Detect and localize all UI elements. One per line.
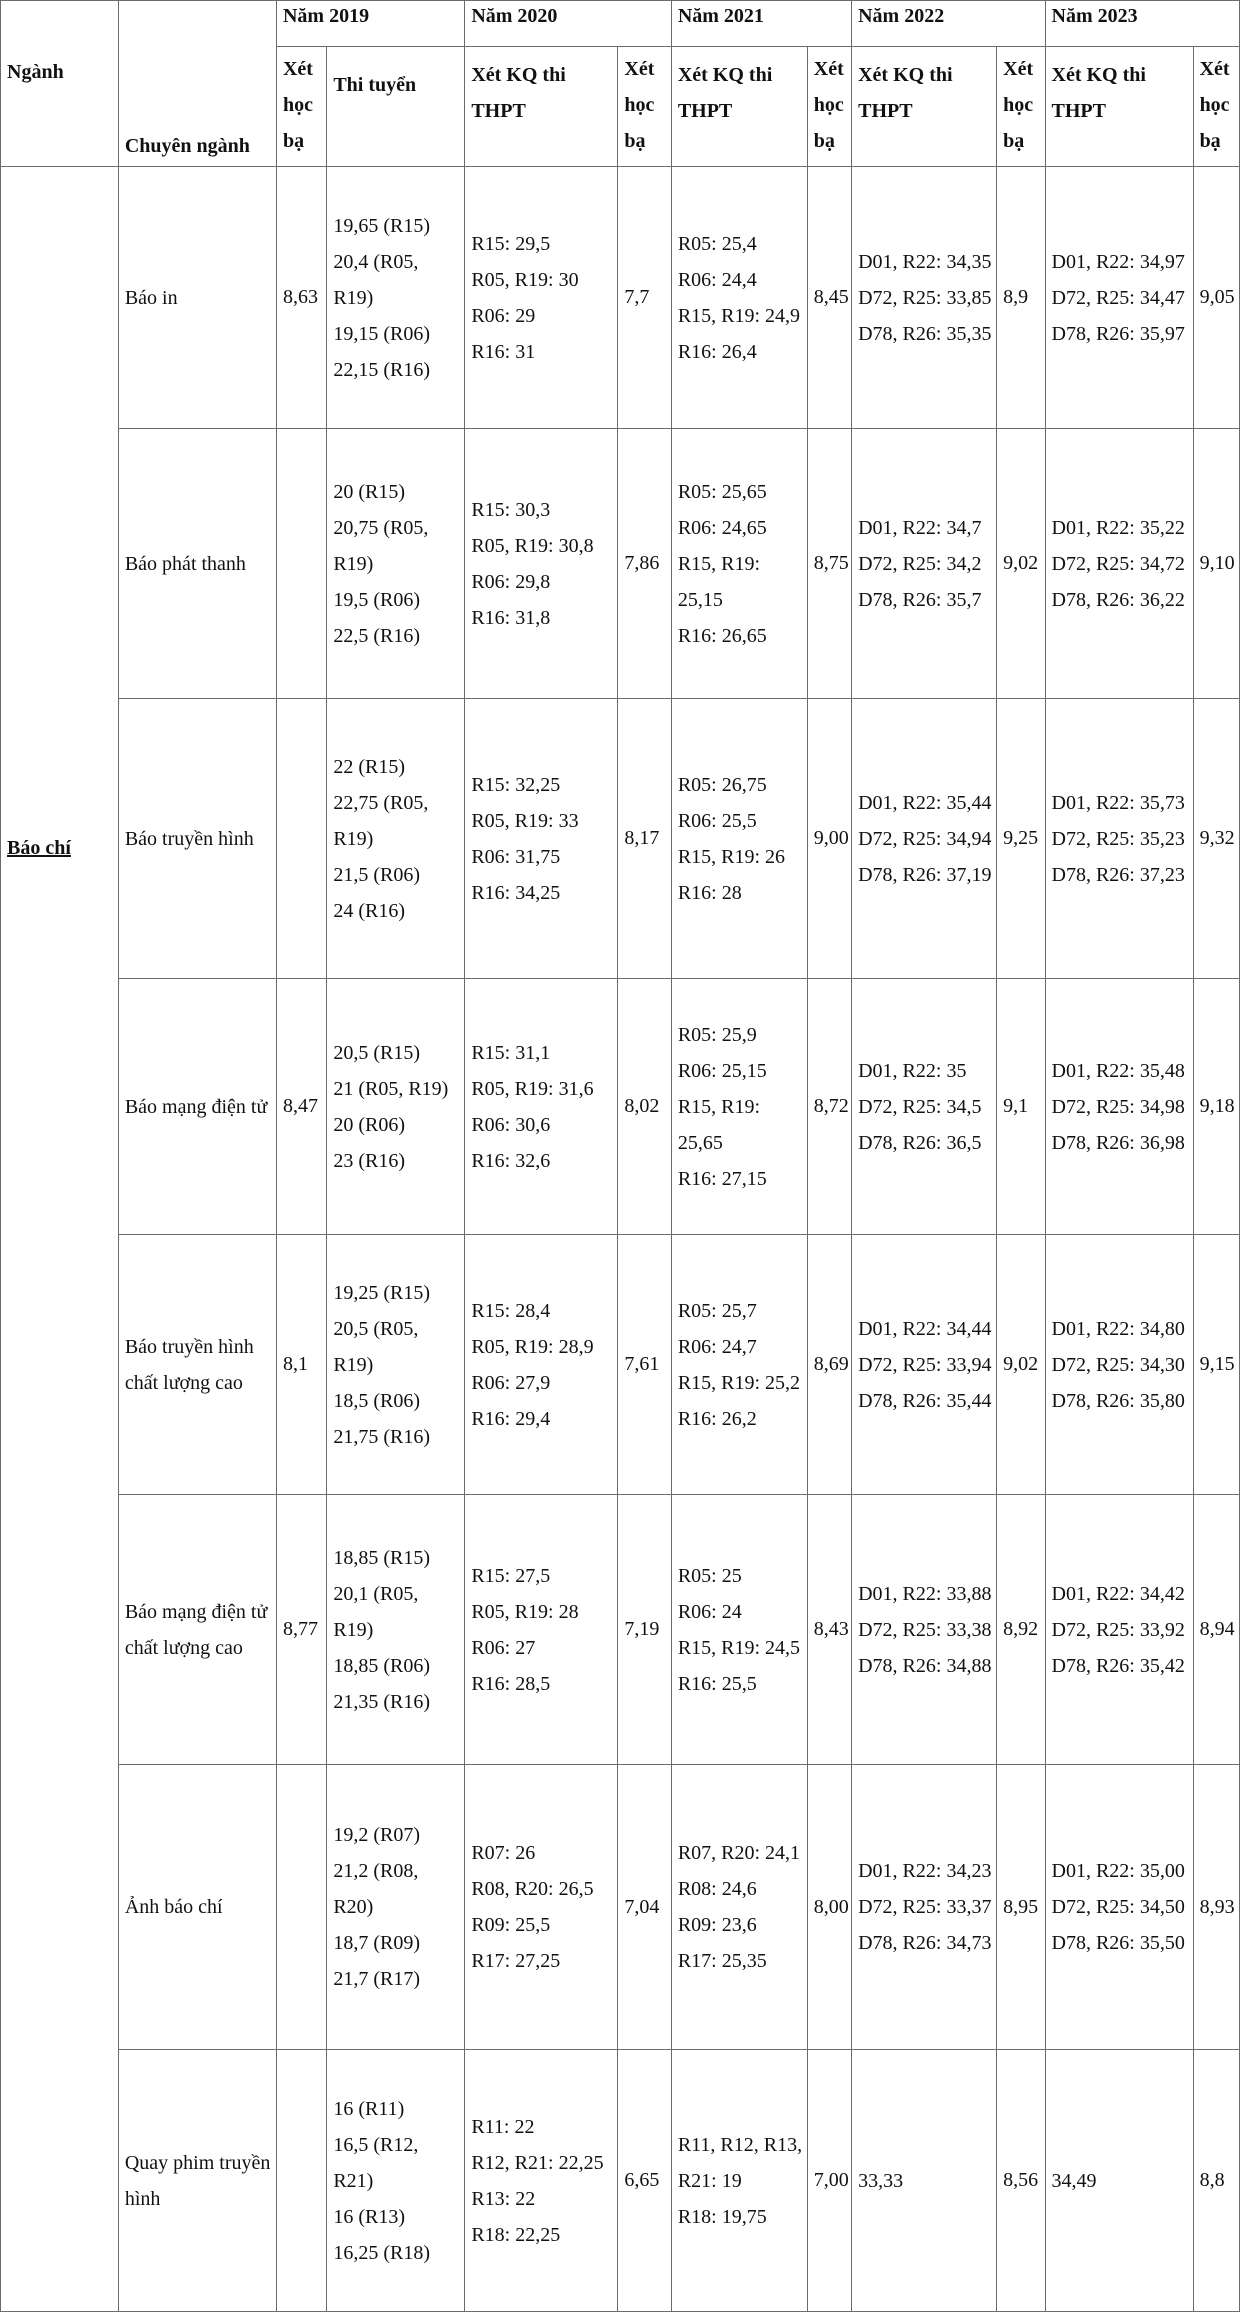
score-2020-kq [465,1495,618,1765]
score-line: R18: 22,25 [471,2223,561,2246]
score-line: R05, R19: 30,8 [471,534,594,557]
score-line: R15: 27,5 [471,1564,551,1587]
score-2023-kq [1045,429,1193,699]
major-cell [1,167,119,2312]
score-2020-hoc-ba: 7,04 [618,1765,671,2050]
score-2022-hoc-ba: 8,56 [997,2050,1045,2312]
score-2019-hoc-ba [276,2050,326,2312]
score-line: R16: 32,6 [471,1149,551,1172]
score-line: R16: 31,8 [471,606,551,629]
score-line: D01, R22: 35,22 [1051,516,1185,539]
score-2020-kq [465,979,618,1235]
score-2021-kq [671,1235,807,1495]
score-2022-kq [852,429,997,699]
score-2019-thi-tuyen [327,1235,465,1495]
table-row [1,1235,1240,1495]
score-line: 24 (R16) [333,899,405,922]
score-line: R15: 31,1 [471,1041,551,1064]
score-line: R16: 25,5 [677,1672,757,1695]
score-2023-kq [1045,699,1193,979]
header-2020-hoc-ba: Xét học bạ [618,47,671,167]
score-2021-kq [671,167,807,429]
score-line: 34,49 [1051,2169,1097,2192]
score-line: R06: 30,6 [471,1113,551,1136]
score-line: R05, R19: 30 [471,268,579,291]
score-line: R05, R19: 28 [471,1600,579,1623]
header-2019-hoc-ba: Xét học bạ [276,47,326,167]
score-line: R05, R19: 33 [471,809,579,832]
header-year-2021: Năm 2021 [671,1,851,47]
score-2023-kq [1045,979,1193,1235]
score-2022-hoc-ba: 9,1 [997,979,1045,1235]
specialization-name: Báo mạng điện tử [118,979,276,1235]
table-row [1,699,1240,979]
score-2019-thi-tuyen [327,429,465,699]
score-line: R16: 27,15 [677,1167,767,1190]
score-2021-hoc-ba: 8,69 [807,1235,851,1495]
score-2023-kq [1045,1235,1193,1495]
score-line: R15, R19: 25,15 [677,552,761,611]
specialization-name: Ảnh báo chí [118,1765,276,2050]
score-line: D78, R26: 37,23 [1051,863,1185,886]
score-line: D01, R22: 35,48 [1051,1059,1185,1082]
score-line: R05: 25,9 [677,1023,757,1046]
score-line: R05: 25,7 [677,1299,757,1322]
score-line: D72, R25: 34,30 [1051,1353,1185,1376]
score-line: 18,85 (R15) [333,1546,430,1569]
score-2022-hoc-ba: 8,95 [997,1765,1045,2050]
score-2021-hoc-ba: 8,75 [807,429,851,699]
score-2022-hoc-ba: 8,92 [997,1495,1045,1765]
score-line: R15, R19: 25,2 [677,1371,801,1394]
score-line: R11, R12, R13, R21: 19 [677,2133,803,2192]
score-line: R07, R20: 24,1 [677,1842,801,1864]
header-2021-hoc-ba: Xét học bạ [807,47,851,167]
score-line: 22,75 (R05, R19) [333,791,429,850]
score-line: D72, R25: 34,47 [1051,286,1185,309]
score-2021-hoc-ba: 8,45 [807,167,851,429]
score-line: R16: 28,5 [471,1672,551,1695]
score-2021-hoc-ba: 8,00 [807,1765,851,2050]
score-2022-kq [852,979,997,1235]
score-2021-kq [671,1765,807,2050]
score-2020-kq [465,1765,618,2050]
score-line: D78, R26: 35,50 [1051,1932,1185,1954]
score-line: 21,75 (R16) [333,1425,430,1448]
score-line: D72, R25: 35,23 [1051,827,1185,850]
score-line: D72, R25: 34,98 [1051,1095,1185,1118]
score-line: D01, R22: 34,23 [858,1860,992,1882]
score-2021-kq [671,2050,807,2312]
header-2022-kq: Xét KQ thi THPT [852,47,997,167]
score-line: R15, R19: 25,65 [677,1095,761,1154]
score-line: R15, R19: 24,5 [677,1636,801,1659]
score-line: R06: 29,8 [471,570,551,593]
score-line: D78, R26: 34,73 [858,1932,992,1954]
score-line: D78, R26: 35,7 [858,588,982,611]
score-line: R06: 29 [471,304,536,327]
score-line: R09: 23,6 [677,1914,757,1936]
score-line: R15, R19: 24,9 [677,304,801,327]
score-line: D72, R25: 33,38 [858,1618,992,1641]
score-2019-thi-tuyen [327,167,465,429]
score-2019-thi-tuyen [327,1495,465,1765]
score-2022-kq [852,1765,997,2050]
score-line: R05, R19: 31,6 [471,1077,594,1100]
score-2022-hoc-ba: 8,9 [997,167,1045,429]
score-line: 16,25 (R18) [333,2241,430,2264]
score-2020-kq [465,1235,618,1495]
score-line: D01, R22: 35,44 [858,791,992,814]
score-line: D01, R22: 34,7 [858,516,982,539]
major-label: Báo chí [7,837,71,859]
score-2023-hoc-ba: 9,18 [1193,979,1239,1235]
score-2019-hoc-ba: 8,47 [276,979,326,1235]
score-2023-hoc-ba: 9,05 [1193,167,1239,429]
score-line: R06: 25,15 [677,1059,767,1082]
table-row [1,429,1240,699]
table-row [1,979,1240,1235]
header-year-2020: Năm 2020 [465,1,671,47]
score-line: R13: 22 [471,2187,536,2210]
header-chuyen-nganh: Chuyên ngành [118,1,276,167]
score-line: 20,5 (R15) [333,1041,420,1064]
score-2022-kq [852,1495,997,1765]
score-2022-kq [852,1235,997,1495]
score-2020-hoc-ba: 7,19 [618,1495,671,1765]
score-2020-kq [465,429,618,699]
score-line: R16: 26,65 [677,624,767,647]
score-line: 19,25 (R15) [333,1281,430,1304]
score-2023-hoc-ba: 8,8 [1193,2050,1239,2312]
score-2019-hoc-ba: 8,77 [276,1495,326,1765]
score-2022-hoc-ba: 9,02 [997,429,1045,699]
score-line: R08, R20: 26,5 [471,1878,594,1900]
score-2023-hoc-ba: 9,10 [1193,429,1239,699]
score-line: 33,33 [858,2169,904,2192]
score-2020-kq [465,2050,618,2312]
score-2019-hoc-ba: 8,63 [276,167,326,429]
score-line: 20,1 (R05, R19) [333,1582,419,1641]
score-2022-hoc-ba: 9,25 [997,699,1045,979]
score-line: D01, R22: 34,35 [858,250,992,273]
score-line: R06: 24,7 [677,1335,757,1358]
score-2021-hoc-ba: 7,00 [807,2050,851,2312]
score-line: D78, R26: 36,5 [858,1131,982,1154]
score-line: D72, R25: 33,85 [858,286,992,309]
score-line: D01, R22: 34,44 [858,1317,992,1340]
score-line: R06: 31,75 [471,845,561,868]
score-2021-hoc-ba: 8,72 [807,979,851,1235]
score-line: R09: 25,5 [471,1914,551,1936]
score-line: 22 (R15) [333,755,405,778]
score-2021-kq [671,699,807,979]
score-2021-kq [671,429,807,699]
score-line: R16: 34,25 [471,881,561,904]
score-line: 20 (R15) [333,480,405,503]
score-2023-kq [1045,167,1193,429]
score-2023-kq [1045,1495,1193,1765]
score-2023-kq [1045,2050,1193,2312]
score-line: R15: 32,25 [471,773,561,796]
specialization-name: Báo mạng điện tử chất lượng cao [118,1495,276,1765]
score-line: D72, R25: 34,2 [858,552,982,575]
header-2020-kq: Xét KQ thi THPT [465,47,618,167]
score-2020-hoc-ba: 8,17 [618,699,671,979]
score-line: D01, R22: 34,42 [1051,1582,1185,1605]
score-line: R05: 25 [677,1564,742,1587]
score-2023-hoc-ba: 9,32 [1193,699,1239,979]
score-line: 18,85 (R06) [333,1654,430,1677]
score-line: D78, R26: 34,88 [858,1654,992,1677]
score-line: 20 (R06) [333,1113,405,1136]
header-year-2022: Năm 2022 [852,1,1045,47]
score-line: 16,5 (R12, R21) [333,2133,419,2192]
score-line: R08: 24,6 [677,1878,757,1900]
score-2019-thi-tuyen [327,979,465,1235]
specialization-name: Báo truyền hình chất lượng cao [118,1235,276,1495]
score-line: D01, R22: 34,80 [1051,1317,1185,1340]
header-2022-hoc-ba: Xét học bạ [997,47,1045,167]
score-line: D78, R26: 35,35 [858,322,992,345]
score-line: R07: 26 [471,1842,536,1864]
score-line: D78, R26: 35,97 [1051,322,1185,345]
score-line: D72, R25: 34,94 [858,827,992,850]
score-line: 16 (R13) [333,2205,405,2228]
score-line: R17: 25,35 [677,1950,767,1972]
score-line: 18,5 (R06) [333,1389,420,1412]
score-2021-kq [671,979,807,1235]
score-line: R12, R21: 22,25 [471,2151,604,2174]
header-year-2019: Năm 2019 [276,1,464,47]
score-line: R06: 25,5 [677,809,757,832]
score-2021-hoc-ba: 8,43 [807,1495,851,1765]
specialization-name: Báo phát thanh [118,429,276,699]
score-2022-kq [852,167,997,429]
score-line: 21,7 (R17) [333,1968,420,1990]
score-line: 22,5 (R16) [333,624,420,647]
score-line: 19,65 (R15) [333,214,430,237]
score-line: 21,35 (R16) [333,1690,430,1713]
score-line: D01, R22: 35 [858,1059,967,1082]
score-line: 20,4 (R05, R19) [333,250,419,309]
header-2019-thi-tuyen: Thi tuyển [327,47,465,167]
score-line: D78, R26: 35,44 [858,1389,992,1412]
score-2020-hoc-ba: 7,86 [618,429,671,699]
score-line: 19,5 (R06) [333,588,420,611]
score-2020-hoc-ba: 7,61 [618,1235,671,1495]
score-2019-thi-tuyen [327,699,465,979]
score-line: R15: 28,4 [471,1299,551,1322]
score-line: D72, R25: 33,37 [858,1896,992,1918]
score-line: D72, R25: 34,5 [858,1095,982,1118]
specialization-name: Quay phim truyền hình [118,2050,276,2312]
score-line: R17: 27,25 [471,1950,561,1972]
score-line: D78, R26: 36,98 [1051,1131,1185,1154]
score-line: D01, R22: 34,97 [1051,250,1185,273]
score-2022-kq [852,2050,997,2312]
score-2019-hoc-ba: 8,1 [276,1235,326,1495]
score-line: D78, R26: 37,19 [858,863,992,886]
score-2023-hoc-ba: 9,15 [1193,1235,1239,1495]
score-line: R06: 24,65 [677,516,767,539]
header-2023-kq: Xét KQ thi THPT [1045,47,1193,167]
score-line: D78, R26: 36,22 [1051,588,1185,611]
score-line: D01, R22: 35,73 [1051,791,1185,814]
header-2023-hoc-ba: Xét học bạ [1193,47,1239,167]
score-2023-kq [1045,1765,1193,2050]
score-line: 20,5 (R05, R19) [333,1317,419,1376]
score-line: R16: 26,4 [677,340,757,363]
score-2019-thi-tuyen [327,1765,465,2050]
score-2019-thi-tuyen [327,2050,465,2312]
header-nganh: Ngành [1,1,119,167]
score-line: D72, R25: 33,92 [1051,1618,1185,1641]
score-line: 19,2 (R07) [333,1824,420,1846]
table-row [1,1495,1240,1765]
score-line: D01, R22: 33,88 [858,1582,992,1605]
score-2020-kq [465,167,618,429]
score-line: D72, R25: 34,50 [1051,1896,1185,1918]
header-2021-kq: Xét KQ thi THPT [671,47,807,167]
score-line: 19,15 (R06) [333,322,430,345]
score-line: R05: 26,75 [677,773,767,796]
score-line: R16: 26,2 [677,1407,757,1430]
specialization-name: Báo truyền hình [118,699,276,979]
score-line: D72, R25: 34,72 [1051,552,1185,575]
score-line: R16: 31 [471,340,536,363]
score-line: R16: 28 [677,881,742,904]
score-line: R18: 19,75 [677,2205,767,2228]
score-line: R15, R19: 26 [677,845,786,868]
table-row [1,167,1240,429]
score-line: D72, R25: 33,94 [858,1353,992,1376]
score-line: R15: 29,5 [471,232,551,255]
score-2019-hoc-ba [276,699,326,979]
score-2020-hoc-ba: 6,65 [618,2050,671,2312]
score-line: 21,5 (R06) [333,863,420,886]
score-line: D01, R22: 35,00 [1051,1860,1185,1882]
score-2019-hoc-ba [276,1765,326,2050]
score-line: 16 (R11) [333,2097,405,2120]
score-2020-hoc-ba: 8,02 [618,979,671,1235]
score-2022-kq [852,699,997,979]
score-line: 18,7 (R09) [333,1932,420,1954]
score-2021-kq [671,1495,807,1765]
score-line: R06: 24 [677,1600,742,1623]
score-line: R16: 29,4 [471,1407,551,1430]
score-line: R06: 27,9 [471,1371,551,1394]
score-line: 20,75 (R05, R19) [333,516,429,575]
score-line: 22,15 (R16) [333,358,430,381]
score-line: D78, R26: 35,80 [1051,1389,1185,1412]
score-2019-hoc-ba [276,429,326,699]
score-line: R06: 24,4 [677,268,757,291]
score-2022-hoc-ba: 9,02 [997,1235,1045,1495]
score-line: R15: 30,3 [471,498,551,521]
specialization-name: Báo in [118,167,276,429]
header-year-2023: Năm 2023 [1045,1,1240,47]
table-row [1,1765,1240,2050]
score-line: R05: 25,65 [677,480,767,503]
score-line: R05, R19: 28,9 [471,1335,594,1358]
score-2020-kq [465,699,618,979]
score-line: 23 (R16) [333,1149,405,1172]
score-line: D78, R26: 35,42 [1051,1654,1185,1677]
score-2020-hoc-ba: 7,7 [618,167,671,429]
score-2023-hoc-ba: 8,93 [1193,1765,1239,2050]
score-line: 21,2 (R08, R20) [333,1860,419,1918]
score-line: R05: 25,4 [677,232,757,255]
score-line: 21 (R05, R19) [333,1077,449,1100]
score-2023-hoc-ba: 8,94 [1193,1495,1239,1765]
table-row [1,2050,1240,2312]
score-2021-hoc-ba: 9,00 [807,699,851,979]
score-line: R11: 22 [471,2115,535,2138]
score-line: R06: 27 [471,1636,536,1659]
